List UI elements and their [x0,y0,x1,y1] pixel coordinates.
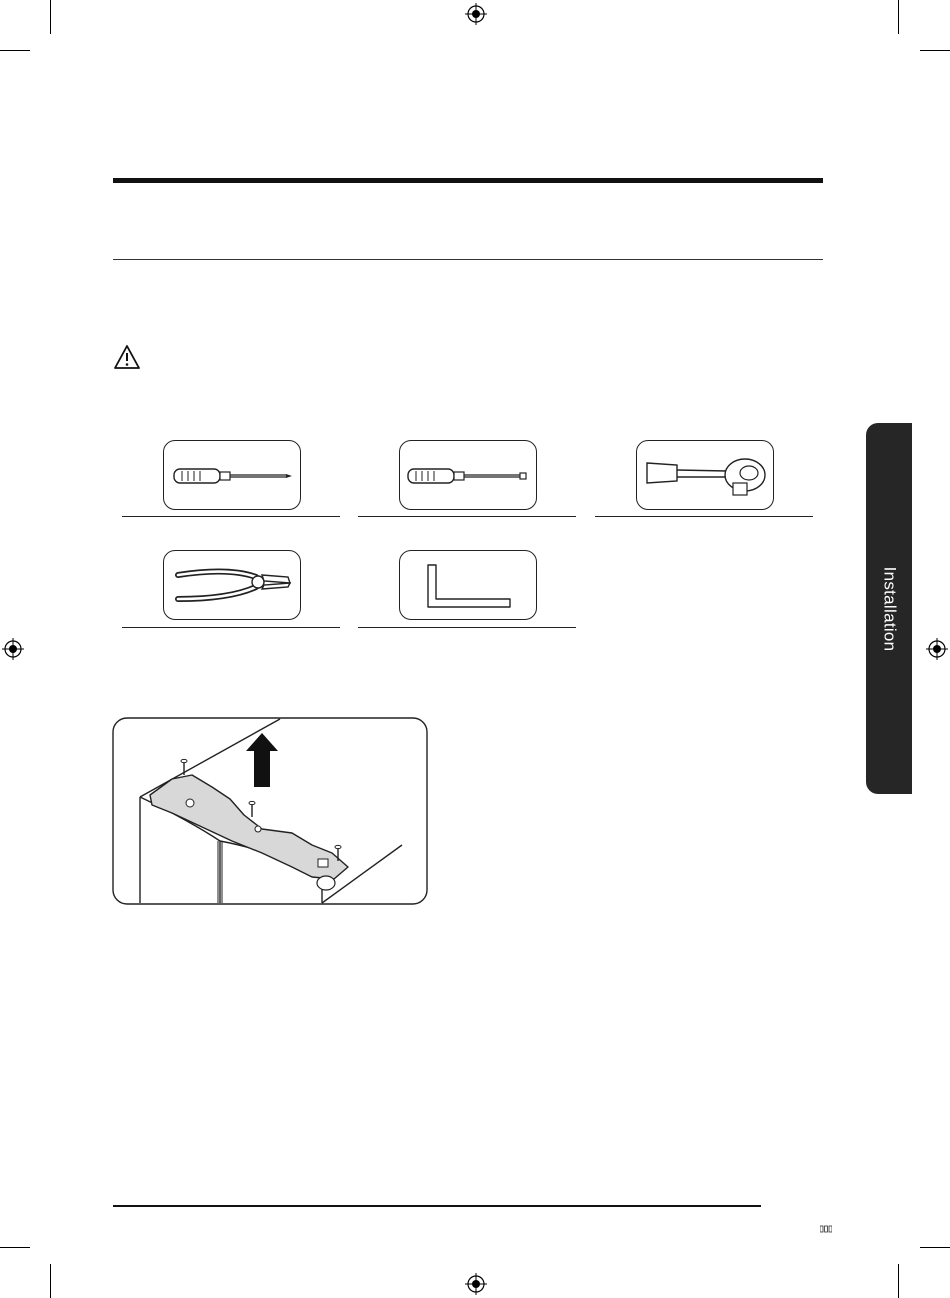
footer-rule [113,1205,761,1207]
allen-wrench-icon [400,551,536,619]
warning-triangle-icon [113,344,141,370]
print-code-mark [820,1225,832,1233]
phillips-screwdriver-icon [164,441,300,509]
crop-mark [920,50,950,51]
crop-mark [898,1264,899,1298]
section-rule-thick [113,178,823,183]
tool-label-line [358,516,576,517]
tool-label-line [122,516,340,517]
tool-pliers [163,550,301,620]
tool-phillips-screwdriver [163,440,301,510]
remove-top-hinge-cover-illustration [112,717,428,905]
installation-figure [112,717,428,905]
tool-label-line [595,516,813,517]
pliers-icon [164,551,300,619]
section-side-tab [866,423,912,794]
registration-mark-icon [465,1273,487,1295]
section-rule-thin [113,259,823,260]
crop-mark [50,0,51,34]
tool-label-line [358,627,576,628]
tool-allen-wrench [399,550,537,620]
crop-mark [898,0,899,34]
crop-mark [0,50,30,51]
crop-mark [0,1247,30,1248]
registration-mark-icon [465,3,487,25]
registration-mark-icon [2,638,24,660]
crop-mark [920,1247,950,1248]
crop-mark [50,1264,51,1298]
tool-label-line [122,627,340,628]
side-tab-label: Installation [880,566,899,651]
registration-mark-icon [926,638,948,660]
flat-screwdriver-icon [400,441,536,509]
tool-socket-wrench [636,440,774,510]
socket-wrench-icon [637,441,773,509]
side-tab-label-wrap [866,423,912,794]
tool-flat-screwdriver [399,440,537,510]
